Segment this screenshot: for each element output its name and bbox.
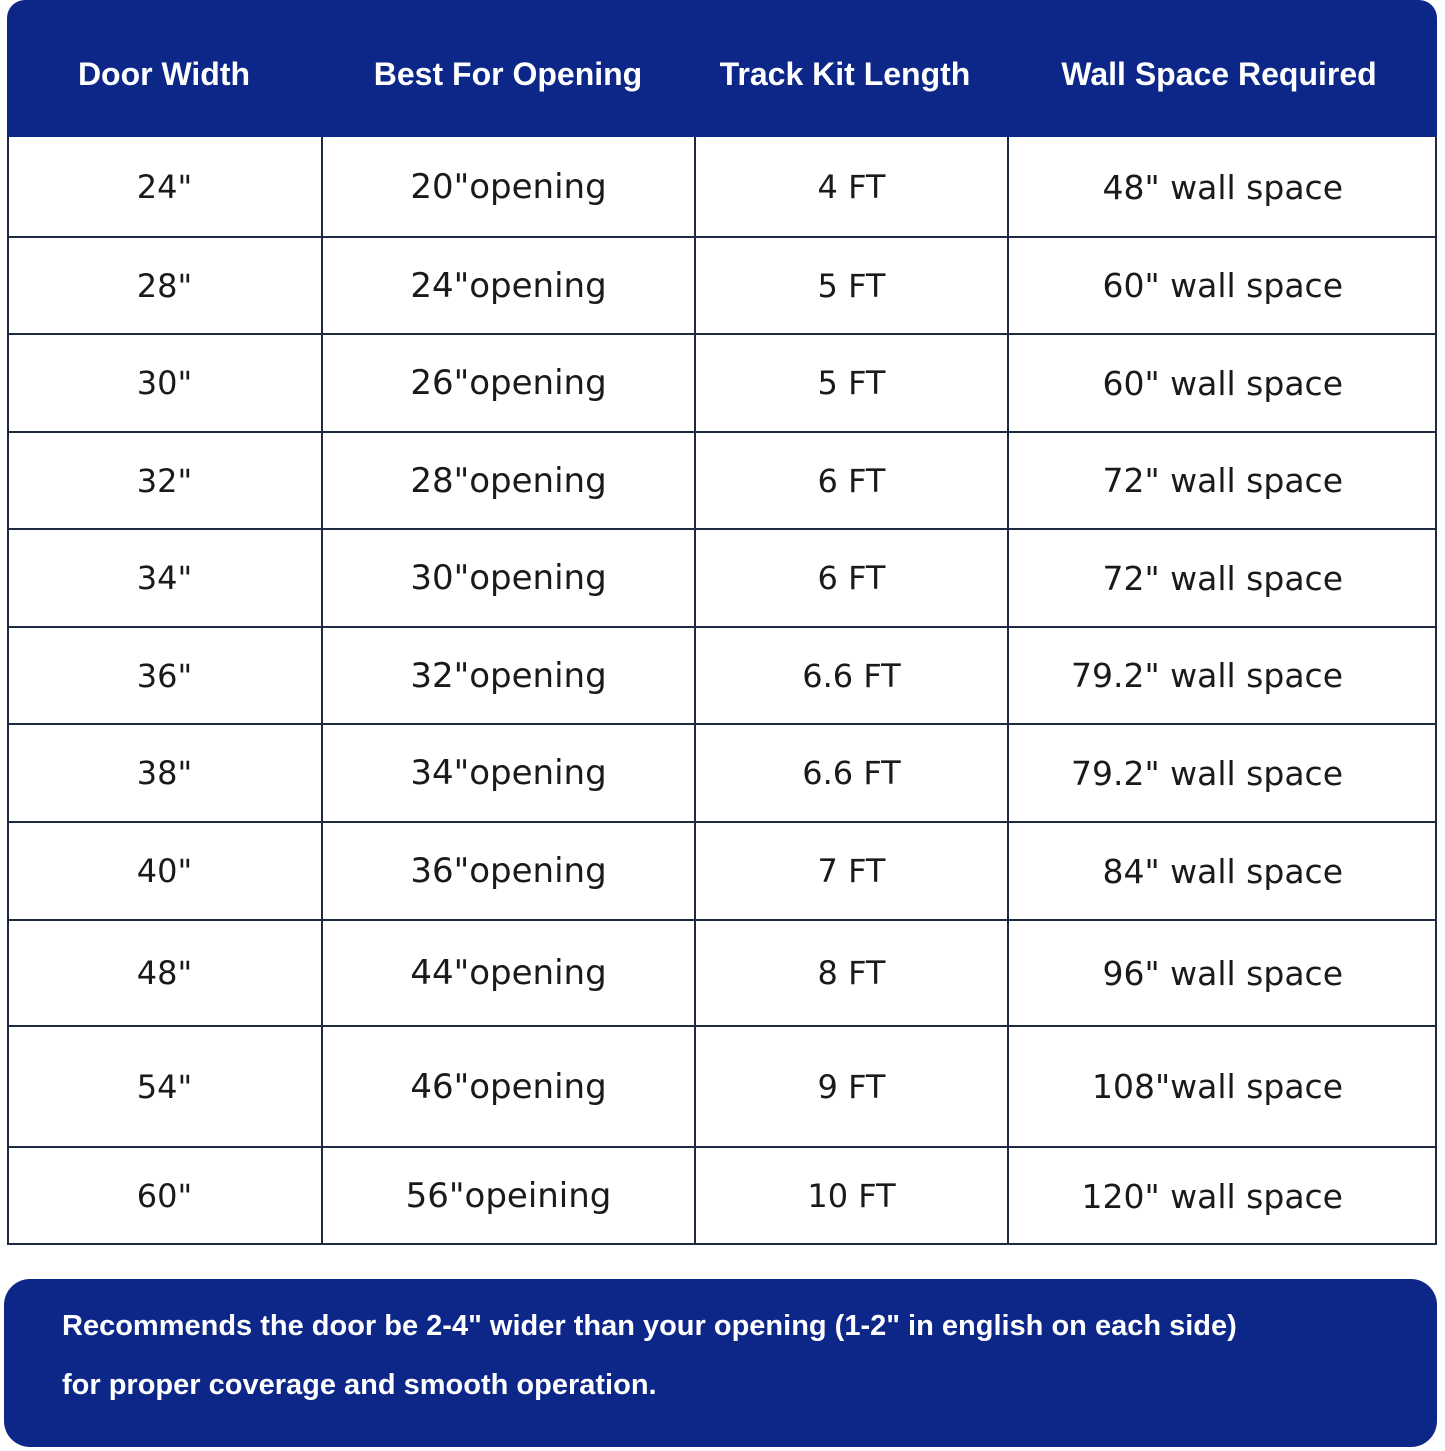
table-cell-2-0: 30" (136, 364, 193, 402)
row-divider (7, 821, 1437, 823)
table-cell-10-2: 10 FT (807, 1177, 896, 1215)
row-divider (7, 626, 1437, 628)
recommendation-note (4, 1279, 1437, 1447)
table-cell-7-1: 36"opening (410, 851, 607, 891)
column-divider (1007, 137, 1009, 1245)
table-row (7, 920, 1437, 1026)
table-cell-6-3: 79.2" wall space (1071, 753, 1343, 793)
table-cell-7-2: 7 FT (817, 852, 886, 890)
row-divider (7, 1025, 1437, 1027)
column-header-0: Door Width (77, 56, 251, 92)
table-row (7, 1147, 1437, 1245)
table-cell-3-0: 32" (136, 461, 193, 500)
table-cell-5-1: 32"opening (410, 655, 607, 696)
table-cell-2-1: 26"opening (410, 363, 607, 403)
table-cell-4-0: 34" (136, 559, 193, 597)
table-cell-8-3: 96" wall space (1102, 953, 1343, 993)
table-cell-4-2: 6 FT (817, 559, 886, 597)
table-cell-4-1: 30"opening (410, 558, 607, 598)
table-cell-3-3: 72" wall space (1102, 461, 1343, 500)
table-cell-10-1: 56"opeining (405, 1176, 612, 1216)
table-cell-2-2: 5 FT (817, 364, 886, 402)
table-cell-1-0: 28" (136, 266, 193, 305)
table-cell-1-1: 24"opening (410, 265, 607, 306)
table-cell-9-0: 54" (136, 1067, 193, 1106)
row-divider (7, 333, 1437, 335)
row-divider (7, 236, 1437, 238)
table-cell-1-3: 60" wall space (1102, 266, 1343, 305)
table-cell-8-2: 8 FT (817, 954, 886, 992)
table-row (7, 627, 1437, 724)
table-cell-4-3: 72" wall space (1102, 558, 1343, 598)
table-cell-6-0: 38" (136, 754, 193, 792)
table-cell-9-1: 46"opening (410, 1066, 607, 1107)
column-divider (694, 137, 696, 1245)
table-row (7, 137, 1437, 237)
table-cell-2-3: 60" wall space (1102, 363, 1343, 403)
note-line-1: Recommends the door be 2-4" wider than your opening (1-2" in english on each side) (62, 1310, 1237, 1342)
row-divider (7, 1146, 1437, 1148)
table-cell-5-3: 79.2" wall space (1071, 656, 1343, 695)
table-cell-10-3: 120" wall space (1081, 1176, 1343, 1216)
table-cell-3-2: 6 FT (817, 461, 886, 500)
table-cell-1-2: 5 FT (817, 266, 886, 305)
column-header-2: Track Kit Length (719, 56, 971, 92)
row-divider (7, 919, 1437, 921)
table-row (7, 237, 1437, 334)
table-row (7, 1026, 1437, 1147)
table-row (7, 334, 1437, 432)
note-line-2: for proper coverage and smooth operation. (62, 1369, 657, 1401)
column-divider (321, 137, 323, 1245)
table-row (7, 529, 1437, 627)
table-cell-6-1: 34"opening (410, 753, 607, 793)
table-cell-0-2: 4 FT (817, 168, 886, 206)
table-header (7, 0, 1437, 137)
door-size-table (7, 0, 1437, 1245)
table-cell-3-1: 28"opening (410, 460, 607, 501)
table-cell-0-3: 48" wall space (1102, 167, 1343, 207)
table-cell-6-2: 6.6 FT (802, 754, 901, 792)
table-row (7, 432, 1437, 529)
column-header-1: Best For Opening (373, 56, 643, 92)
table-cell-5-2: 6.6 FT (802, 656, 901, 695)
table-cell-8-1: 44"opening (410, 953, 607, 993)
table-row (7, 822, 1437, 920)
column-header-3: Wall Space Required (1061, 56, 1377, 92)
table-cell-7-3: 84" wall space (1102, 851, 1343, 891)
row-divider (7, 431, 1437, 433)
table-cell-7-0: 40" (136, 852, 193, 890)
row-divider (7, 723, 1437, 725)
table-cell-0-1: 20"opening (410, 167, 607, 207)
row-divider (7, 528, 1437, 530)
table-cell-9-3: 108"wall space (1091, 1067, 1343, 1106)
table-cell-10-0: 60" (136, 1177, 193, 1215)
table-cell-0-0: 24" (136, 168, 193, 206)
table-cell-8-0: 48" (136, 954, 193, 992)
table-row (7, 724, 1437, 822)
table-cell-9-2: 9 FT (817, 1067, 886, 1106)
table-cell-5-0: 36" (136, 656, 193, 695)
